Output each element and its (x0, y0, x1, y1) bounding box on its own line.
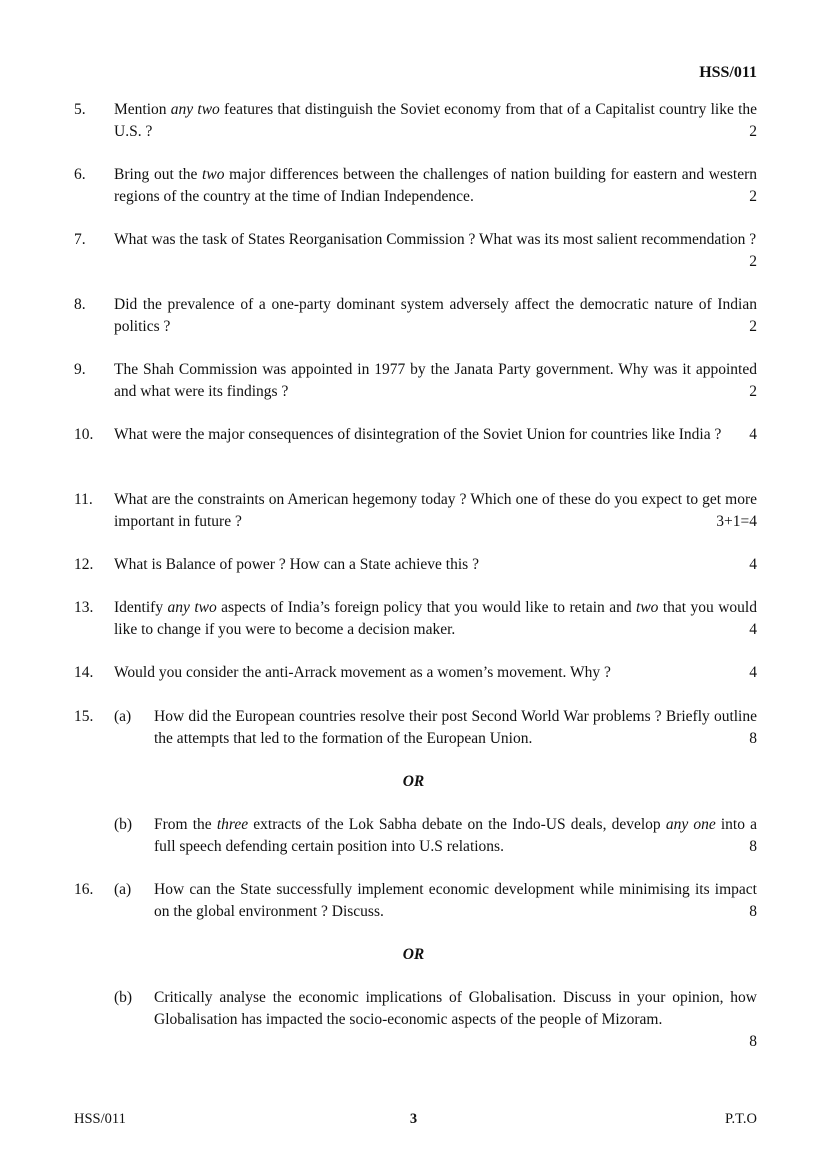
question-number: 5. (74, 101, 86, 118)
sub-question-text: From the three extracts of the Lok Sabha debate on the Indo-US deals, develop any one into a full speech defending certain position into U.S relations. 8 (154, 814, 757, 858)
question-7 (74, 229, 757, 273)
question-15-number: 15. (74, 708, 94, 725)
question-number: 8. (74, 296, 86, 313)
question-marks: 8 (749, 730, 757, 747)
question-number: 6. (74, 166, 86, 183)
question-text: Would you consider the anti-Arrack movement as a women’s movement. Why ? 4 (114, 662, 757, 684)
question-text: The Shah Commission was appointed in 1977 by the Janata Party government. Why was it appointed and what were its findings ? 2 (114, 359, 757, 403)
question-11 (74, 489, 757, 533)
question-number: 12. (74, 556, 94, 573)
question-number: 11. (74, 491, 93, 508)
question-12 (74, 554, 757, 576)
question-13 (74, 597, 757, 641)
question-number: 9. (74, 361, 86, 378)
question-number: 13. (74, 599, 94, 616)
question-marks: 4 (749, 664, 757, 681)
question-marks: 2 (749, 253, 757, 270)
question-16-number: 16. (74, 881, 94, 898)
question-marks: 8 (749, 838, 757, 855)
header-paper-code: HSS/011 (699, 64, 757, 81)
question-text: What were the major consequences of disintegration of the Soviet Union for countries like India ? 4 (114, 424, 757, 446)
sub-question-text: How did the European countries resolve their post Second World War problems ? Briefly outline the attempts that led to the formation of the European Union. 8 (154, 706, 757, 750)
question-15b (114, 814, 757, 858)
question-text: What are the constraints on American hegemony today ? Which one of these do you expect to get more important in future ? 3+1=4 (114, 489, 757, 533)
question-6 (74, 164, 757, 208)
question-number: 14. (74, 664, 94, 681)
question-marks: 2 (749, 318, 757, 335)
question-marks: 2 (749, 188, 757, 205)
question-marks: 2 (749, 123, 757, 140)
question-text: Did the prevalence of a one-party dominant system adversely affect the democratic nature of Indian politics ? 2 (114, 294, 757, 338)
question-text: Identify any two aspects of India’s foreign policy that you would like to retain and two that you would like to change if you were to become a decision maker. 4 (114, 597, 757, 641)
question-16b (114, 987, 757, 1053)
question-marks: 4 (749, 621, 757, 638)
page-number: 3 (409, 1111, 418, 1127)
sub-question-label: (a) (114, 881, 132, 898)
sub-question-label: (a) (114, 708, 132, 725)
question-marks: 3+1=4 (716, 513, 757, 530)
question-9 (74, 359, 757, 403)
question-14 (74, 662, 757, 684)
footer-paper-code: HSS/011 (74, 1111, 126, 1127)
sub-question-label: (b) (114, 816, 133, 833)
question-10 (74, 424, 757, 446)
question-16a (114, 879, 757, 923)
or-separator: OR (402, 773, 425, 790)
question-marks: 2 (749, 383, 757, 400)
question-number: 10. (74, 426, 94, 443)
question-text: What was the task of States Reorganisation Commission ? What was its most salient recommendation ? 2 (114, 229, 757, 251)
question-text: Bring out the two major differences between the challenges of nation building for eastern and western regions of the country at the time of Indian Independence. 2 (114, 164, 757, 208)
sub-question-text: How can the State successfully implement economic development while minimising its impact on the global environment ? Discuss. 8 (154, 879, 757, 923)
question-number: 7. (74, 231, 86, 248)
question-5 (74, 99, 757, 143)
or-separator: OR (402, 946, 425, 963)
sub-question-label: (b) (114, 989, 133, 1006)
please-turn-over: P.T.O (725, 1111, 757, 1127)
question-text: Mention any two features that distinguish the Soviet economy from that of a Capitalist country like the U.S. ? 2 (114, 99, 757, 143)
question-text: What is Balance of power ? How can a State achieve this ? 4 (114, 554, 757, 576)
question-marks: 8 (749, 903, 757, 920)
question-marks: 4 (749, 556, 757, 573)
sub-question-text: Critically analyse the economic implications of Globalisation. Discuss in your opinion, how Globalisation has impacted the socio-economic aspects of the people of Mizoram. (154, 989, 757, 1028)
question-15a (114, 706, 757, 750)
question-marks: 4 (749, 426, 757, 443)
question-8 (74, 294, 757, 338)
question-marks: 8 (749, 1033, 757, 1050)
